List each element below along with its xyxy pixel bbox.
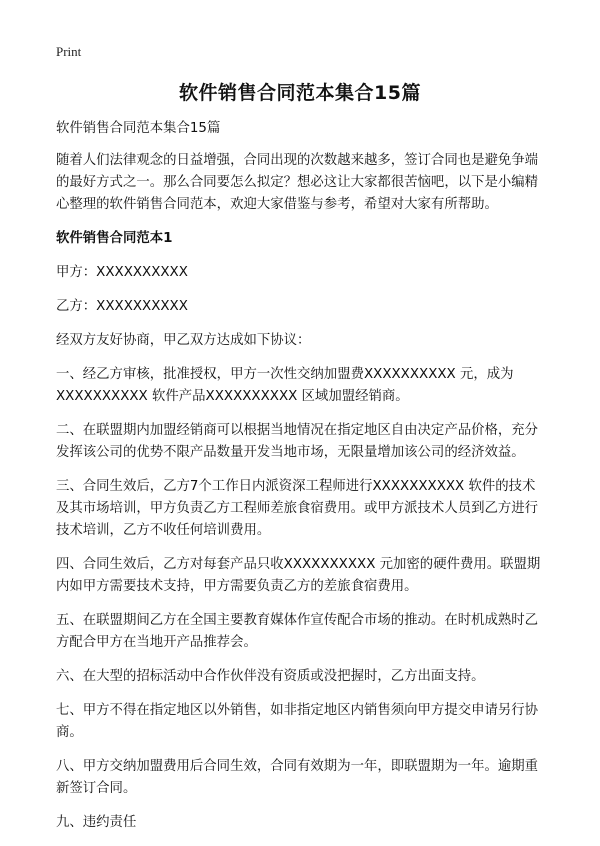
clause-6: 六、在大型的招标活动中合作伙伴没有资质或没把握时，乙方出面支持。 [56,669,485,684]
print-link[interactable]: Print [56,44,82,59]
clause-5: 五、在联盟期间乙方在全国主要教育媒体作宣传配合市场的推动。在时机成熟时乙方配合甲方在当地开产品推荐会。 [56,613,539,650]
document-subtitle: 软件销售合同范本集合15篇 [56,121,221,136]
clause-4: 四、合同生效后，乙方对每套产品只收XXXXXXXXXX 元加密的硬件费用。联盟期内如甲方需要技术支持，甲方需要负责乙方的差旅食宿费用。 [56,557,541,594]
clause-2: 二、在联盟期内加盟经销商可以根据当地情况在指定地区自由决定产品价格，充分发挥该公司的优势不限产品数量开发当地市场，无限量增加该公司的经济效益。 [56,423,539,460]
clause-7: 七、甲方不得在指定地区以外销售，如非指定地区内销售须向甲方提交申请另行协商。 [56,703,539,740]
intro-paragraph: 随着人们法律观念的日益增强，合同出现的次数越来越多，签订合同也是避免争端的最好方式之一。那么合同要怎么拟定？想必这让大家都很苦恼吧，以下是小编精心整理的软件销售合同范本，欢迎大家借鉴与参考，希望对大家有所帮助。 [56,153,539,212]
party-b-line: 乙方：XXXXXXXXXX [56,299,188,314]
clause-8: 八、甲方交纳加盟费用后合同生效，合同有效期为一年，即联盟期为一年。逾期重新签订合同。 [56,759,539,796]
party-a-line: 甲方：XXXXXXXXXX [56,265,188,280]
agreement-line: 经双方友好协商，甲乙双方达成如下协议： [56,333,311,348]
section-heading: 软件销售合同范本1 [56,231,173,246]
clause-3: 三、合同生效后，乙方7个工作日内派资深工程师进行XXXXXXXXXX 软件的技术及其市场培训，甲方负责乙方工程师差旅食宿费用。或甲方派技术人员到乙方进行技术培训，乙方不收任何培训费用。 [56,479,539,538]
clause-1: 一、经乙方审核，批准授权，甲方一次性交纳加盟费XXXXXXXXXX 元，成为XXXXXXXXXX 软件产品XXXXXXXXXX 区域加盟经销商。 [56,367,514,404]
clause-9: 九、违约责任 [56,815,137,830]
document-title: 软件销售合同范本集合15篇 [179,82,421,104]
document-body [56,118,548,846]
